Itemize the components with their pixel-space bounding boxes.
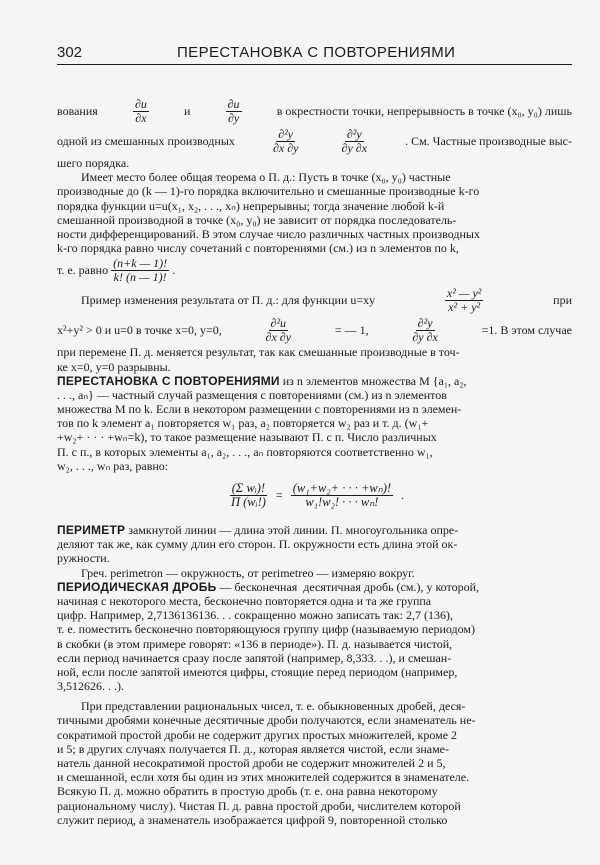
- text-line: [57, 156, 572, 170]
- text-line: [57, 523, 572, 537]
- text-line: [57, 170, 572, 184]
- page-body: [57, 96, 572, 827]
- text-fragment: — бесконечная десятичная дробь (см.), у которой,: [216, 579, 480, 594]
- text-fragment: Пример изменения результата от П. д.: для функции u=xy: [81, 293, 376, 308]
- text-fragment: т. е. поместить бесконечно повторяющуюся группу цифр (называемую периодом): [57, 622, 476, 637]
- fraction: [226, 98, 242, 125]
- numerator: ∂²y: [278, 126, 294, 141]
- text-fragment: множества M по k. Если в некотором размещении с повторениями из n элемен-: [57, 402, 462, 417]
- text-line: [57, 345, 572, 359]
- text-line: [57, 360, 572, 374]
- running-title: ПЕРЕСТАНОВКА С ПОВТОРЕНИЯМИ: [177, 44, 456, 61]
- numerator: (n+k — 1)!: [113, 255, 168, 270]
- text-line: [57, 255, 572, 285]
- fraction: [111, 257, 169, 284]
- text-line: [57, 402, 572, 416]
- text-fragment: ке x=0, y=0 разрывны.: [57, 359, 171, 374]
- text-line: [57, 608, 572, 622]
- text-fragment: из n элементов множества M {a₁, a₂,: [279, 373, 467, 388]
- fraction: [291, 482, 393, 509]
- text-fragment: ности дифференцирований. В этом случае число различных частных производных: [57, 226, 480, 241]
- text-fragment: служит период, а знаменатель изображается цифрой 9, повторенной столько: [57, 812, 448, 827]
- numerator: (w₁+w₂+ · · · +wₙ)!: [292, 480, 392, 495]
- text-fragment: цифр. Например, 2,7136136136. . . сокращенно можно записать так: 2,7 (136),: [57, 608, 453, 623]
- text-line: [57, 770, 572, 784]
- text-fragment: Имеет место более общая теорема о П. д.: Пусть в точке (x₀, y₀) частные: [81, 170, 451, 185]
- text-line: [57, 184, 572, 198]
- entry-term: [57, 374, 467, 388]
- text-fragment: в скобки (в этом примере говорят: «136 в периоде»). П. д. называется чистой,: [57, 636, 453, 651]
- numerator: ∂u: [227, 96, 240, 111]
- denominator: k! (n — 1)!: [113, 269, 167, 284]
- text-fragment: деляют так же, как сумму длин его сторон. П. окружности есть длина этой ок-: [57, 537, 458, 552]
- text-fragment: ной, если после запятой имеются цифры, стоящие перед периодом (например,: [57, 664, 458, 679]
- numerator: ∂u: [134, 96, 147, 111]
- text-line: [57, 566, 572, 580]
- text-line: [57, 594, 572, 608]
- period: .: [401, 487, 405, 502]
- text-fragment: и: [184, 103, 191, 118]
- text-line: [57, 96, 572, 126]
- text-fragment: замкнутой линии — длина этой линии. П. многоугольника опре-: [125, 523, 459, 537]
- text-line: [57, 374, 572, 388]
- denominator: Π (wᵢ!): [230, 494, 266, 509]
- text-fragment: тов по k элемент a₁ повторяется w₁ раз, a₂ повторяется w₂ раз и т. д. (w₁+: [57, 416, 429, 431]
- text-line: [57, 199, 572, 213]
- denominator: ∂y ∂x: [341, 140, 368, 155]
- text-fragment: смешанной производной в точке (x₀, y₀) не зависит от порядка последователь-: [57, 212, 457, 227]
- numerator: (Σ wᵢ)!: [231, 480, 266, 495]
- denominator: ∂x ∂y: [272, 140, 299, 155]
- text-line: [57, 713, 572, 727]
- fraction: [264, 317, 294, 344]
- text-line: [57, 285, 572, 315]
- text-line: [57, 241, 572, 255]
- text-fragment: натель данной несократимой простой дроби не содержит множителей 2 и 5,: [57, 756, 446, 770]
- fraction: [340, 128, 370, 155]
- text-fragment: .: [172, 263, 176, 278]
- text-fragment: и смешанной, если хотя бы один из этих множителей содержится в знаменателе.: [57, 770, 470, 785]
- text-fragment: . . ., aₙ} — частный случай размещения с повторениями (см.) из n элементов: [57, 387, 447, 402]
- text-line: [57, 551, 572, 565]
- page-header: [57, 42, 572, 65]
- numerator: x² — y²: [446, 285, 482, 300]
- fraction: [445, 287, 484, 314]
- text-fragment: если период начинается сразу после запятой (например, 8,333. . .), и смешан-: [57, 650, 452, 665]
- text-fragment: 3,512626. . .).: [57, 679, 124, 694]
- text-fragment: при перемене П. д. меняется результат, так как смешанные производные в точ-: [57, 345, 460, 360]
- equals-sign: =: [275, 487, 283, 502]
- text-fragment: вования: [57, 103, 98, 118]
- numerator: ∂²u: [270, 315, 287, 330]
- text-line: [57, 651, 572, 665]
- text-fragment: производные до (k — 1)-го порядка включительно и смешанные производные k-го: [57, 184, 480, 199]
- text-line: [57, 227, 572, 241]
- term-heading: ПЕРИМЕТР: [57, 523, 126, 537]
- text-fragment: x²+y² > 0 и u=0 в точке x=0, y=0,: [57, 323, 222, 338]
- text-line: [57, 728, 572, 742]
- term-heading: ПЕРИОДИЧЕСКАЯ ДРОБЬ: [57, 579, 217, 594]
- text-fragment: k-го порядка равно числу сочетаний с повторениями (см.) из n элементов по k,: [57, 241, 459, 256]
- display-formula: [57, 473, 572, 517]
- numerator: ∂²y: [346, 126, 362, 141]
- entry-term: [57, 523, 458, 537]
- denominator: ∂x ∂y: [265, 329, 292, 344]
- text-line: [57, 665, 572, 679]
- text-line: [57, 580, 572, 594]
- text-line: [57, 537, 572, 551]
- denominator: w₁!w₂! · · · wₙ!: [305, 494, 379, 509]
- numerator: ∂²y: [417, 315, 433, 330]
- etymology: Греч. perimetron — окружность, от perimetreo — измеряю вокруг.: [81, 565, 415, 580]
- text-line: [57, 637, 572, 651]
- text-fragment: т. е. равно: [57, 263, 109, 278]
- denominator: ∂x: [135, 110, 147, 125]
- text-line: [57, 430, 572, 444]
- denominator: ∂y: [227, 110, 240, 125]
- text-line: [57, 213, 572, 227]
- fraction: [271, 128, 301, 155]
- text-fragment: одной из смешанных производных: [57, 133, 235, 148]
- text-fragment: в окрестности точки, непрерывность в точке (x₀, y₀) лишь: [276, 103, 572, 118]
- text-fragment: . См. Частные производные выс-: [405, 133, 572, 148]
- text-line: [57, 679, 572, 693]
- text-fragment: порядка функции u=u(x₁, x₂, . . ., xₙ) непрерывны; тогда значение любой k-й: [57, 198, 445, 213]
- text-fragment: При представлении рациональных чисел, т. е. обыкновенных дробей, деся-: [81, 699, 466, 714]
- text-fragment: при: [553, 293, 572, 308]
- text-fragment: П. с п., в которых элементы a₁, a₂, . . ., aₙ повторяются соответственно w₁,: [57, 444, 433, 459]
- text-fragment: ружности.: [57, 551, 110, 566]
- text-line: [57, 756, 572, 770]
- entry-term: [57, 580, 479, 594]
- text-fragment: w₂, . . ., wₙ раз, равно:: [57, 458, 169, 473]
- text-line: [57, 459, 572, 473]
- text-fragment: начиная с некоторого места, бесконечно повторяется одна и та же группа: [57, 593, 432, 608]
- text-line: [57, 445, 572, 459]
- text-fragment: Всякую П. д. можно обратить в простую дробь (т. е. она равна некоторому: [57, 784, 438, 799]
- denominator: x² + y²: [448, 299, 481, 314]
- fraction: [133, 98, 149, 125]
- text-line: [57, 799, 572, 813]
- text-line: [57, 388, 572, 402]
- page-number: 302: [57, 44, 83, 61]
- text-line: [57, 784, 572, 798]
- text-fragment: =1. В этом случае: [481, 323, 572, 338]
- text-fragment: = — 1,: [334, 323, 369, 338]
- text-fragment: сократимой простой дроби не содержит других простых множителей, кроме 2: [57, 727, 458, 742]
- text-fragment: и 5; в других случаях получается П. д., которая является чистой, если знаме-: [57, 741, 450, 756]
- text-line: [57, 622, 572, 636]
- text-fragment: тичными дробями конечные десятичные дроби получаются, если знаменатель не-: [57, 713, 476, 728]
- text-line: [57, 699, 572, 713]
- term-heading: ПЕРЕСТАНОВКА С ПОВТОРЕНИЯМИ: [57, 373, 280, 388]
- denominator: ∂y ∂x: [412, 329, 438, 344]
- fraction: [229, 482, 268, 509]
- text-line: [57, 416, 572, 430]
- text-fragment: шего порядка.: [57, 156, 130, 170]
- text-fragment: +w₂+ · · · +wₙ=k), то такое размещение называют П. с п. Число различных: [57, 430, 437, 445]
- text-line: [57, 742, 572, 756]
- text-line: [57, 126, 572, 156]
- fraction: [410, 317, 440, 344]
- text-fragment: рациональному числу). Чистая П. д. равна простой дроби, числителем которой: [57, 798, 461, 813]
- text-line: [57, 315, 572, 345]
- text-line: [57, 813, 572, 827]
